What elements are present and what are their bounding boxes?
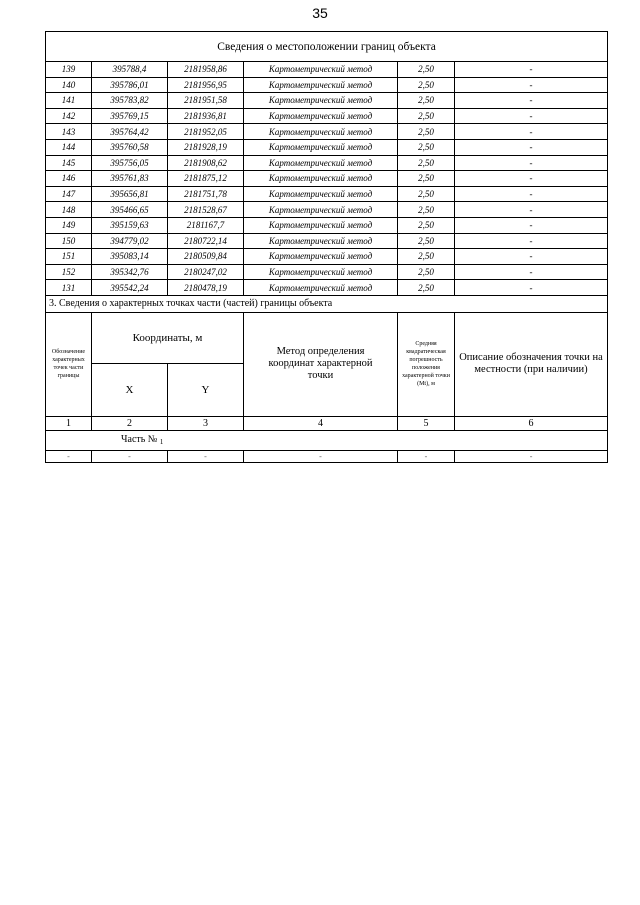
coord-y: 2181528,67 <box>168 202 244 218</box>
method-cell: Картометрический метод <box>244 233 398 249</box>
empty-cell: - <box>244 450 398 462</box>
mean-error: 2,50 <box>398 62 455 78</box>
point-number: 150 <box>46 233 92 249</box>
coord-x: 395756,05 <box>92 155 168 171</box>
method-cell: Картометрический метод <box>244 139 398 155</box>
part-label: Часть № <box>121 434 158 446</box>
description-cell: - <box>455 217 608 233</box>
coord-x: 395769,15 <box>92 108 168 124</box>
coord-y: 2180478,19 <box>168 280 244 296</box>
point-number: 151 <box>46 249 92 265</box>
mean-error: 2,50 <box>398 93 455 109</box>
description-cell: - <box>455 202 608 218</box>
method-cell: Картометрический метод <box>244 77 398 93</box>
table-row <box>46 108 608 124</box>
description-cell: - <box>455 108 608 124</box>
point-number: 147 <box>46 186 92 202</box>
description-cell: - <box>455 155 608 171</box>
coord-x: 395788,4 <box>92 62 168 78</box>
header-point-designation: Обозначение характерных точек части границы <box>46 312 92 416</box>
table-row <box>46 139 608 155</box>
table-row <box>46 171 608 187</box>
column-number: 4 <box>244 416 398 430</box>
point-number: 149 <box>46 217 92 233</box>
mean-error: 2,50 <box>398 186 455 202</box>
method-cell: Картометрический метод <box>244 249 398 265</box>
header-method: Метод определения координат характерной точки <box>244 312 398 416</box>
method-cell: Картометрический метод <box>244 171 398 187</box>
coord-x: 395656,81 <box>92 186 168 202</box>
method-cell: Картометрический метод <box>244 155 398 171</box>
coord-y: 2181928,19 <box>168 139 244 155</box>
mean-error: 2,50 <box>398 249 455 265</box>
coord-x: 394779,02 <box>92 233 168 249</box>
coord-x: 395786,01 <box>92 77 168 93</box>
empty-cell: - <box>398 450 455 462</box>
mean-error: 2,50 <box>398 155 455 171</box>
coord-x: 395783,82 <box>92 93 168 109</box>
empty-cell: - <box>92 450 168 462</box>
coord-x: 395761,83 <box>92 171 168 187</box>
point-number: 145 <box>46 155 92 171</box>
table-row <box>46 233 608 249</box>
mean-error: 2,50 <box>398 233 455 249</box>
table-row <box>46 93 608 109</box>
coord-y: 2181875,12 <box>168 171 244 187</box>
coord-y: 2181167,7 <box>168 217 244 233</box>
header-description: Описание обозначения точки на местности (при наличии) <box>455 312 608 416</box>
mean-error: 2,50 <box>398 139 455 155</box>
column-number: 6 <box>455 416 608 430</box>
table-row <box>46 155 608 171</box>
point-number: 152 <box>46 264 92 280</box>
coord-y: 2180247,02 <box>168 264 244 280</box>
coord-y: 2181751,78 <box>168 186 244 202</box>
point-number: 143 <box>46 124 92 140</box>
coord-x: 395342,76 <box>92 264 168 280</box>
empty-cell: - <box>168 450 244 462</box>
description-cell: - <box>455 124 608 140</box>
description-cell: - <box>455 139 608 155</box>
coord-y: 2181958,86 <box>168 62 244 78</box>
column-number: 2 <box>92 416 168 430</box>
method-cell: Картометрический метод <box>244 124 398 140</box>
mean-error: 2,50 <box>398 202 455 218</box>
mean-error: 2,50 <box>398 124 455 140</box>
part-index: 1 <box>159 438 164 447</box>
header-mean-error: Средняя квадратическая погрешность положения характерной точки (Mt), м <box>398 312 455 416</box>
coord-y: 2181952,05 <box>168 124 244 140</box>
mean-error: 2,50 <box>398 77 455 93</box>
empty-cell: - <box>455 450 608 462</box>
method-cell: Картометрический метод <box>244 93 398 109</box>
part-label-cell <box>46 430 608 450</box>
point-number: 142 <box>46 108 92 124</box>
empty-cell: - <box>46 450 92 462</box>
table-row <box>46 202 608 218</box>
description-cell: - <box>455 280 608 296</box>
table-row <box>46 186 608 202</box>
header-x: X <box>92 364 168 417</box>
description-cell: - <box>455 233 608 249</box>
point-number: 139 <box>46 62 92 78</box>
point-number: 146 <box>46 171 92 187</box>
method-cell: Картометрический метод <box>244 108 398 124</box>
mean-error: 2,50 <box>398 171 455 187</box>
table-row <box>46 77 608 93</box>
mean-error: 2,50 <box>398 217 455 233</box>
coord-x: 395083,14 <box>92 249 168 265</box>
method-cell: Картометрический метод <box>244 217 398 233</box>
description-cell: - <box>455 249 608 265</box>
method-cell: Картометрический метод <box>244 264 398 280</box>
coord-y: 2180509,84 <box>168 249 244 265</box>
table-row <box>46 249 608 265</box>
page-number: 35 <box>312 5 328 21</box>
point-number: 141 <box>46 93 92 109</box>
point-number: 140 <box>46 77 92 93</box>
table-row <box>46 217 608 233</box>
method-cell: Картометрический метод <box>244 186 398 202</box>
boundary-table <box>45 31 608 463</box>
description-cell: - <box>455 186 608 202</box>
coord-y: 2181908,62 <box>168 155 244 171</box>
coord-x: 395466,65 <box>92 202 168 218</box>
mean-error: 2,50 <box>398 280 455 296</box>
table-row <box>46 280 608 296</box>
coord-y: 2180722,14 <box>168 233 244 249</box>
mean-error: 2,50 <box>398 108 455 124</box>
section-3-title: 3. Сведения о характерных точках части (частей) границы объекта <box>46 295 608 312</box>
coord-x: 395542,24 <box>92 280 168 296</box>
description-cell: - <box>455 62 608 78</box>
method-cell: Картометрический метод <box>244 280 398 296</box>
coord-y: 2181951,58 <box>168 93 244 109</box>
column-number: 5 <box>398 416 455 430</box>
table-caption: Сведения о местоположении границ объекта <box>46 32 608 62</box>
description-cell: - <box>455 171 608 187</box>
table-row <box>46 62 608 78</box>
coord-x: 395760,58 <box>92 139 168 155</box>
header-coordinates: Координаты, м <box>92 312 244 363</box>
point-number: 144 <box>46 139 92 155</box>
mean-error: 2,50 <box>398 264 455 280</box>
description-cell: - <box>455 93 608 109</box>
coord-x: 395764,42 <box>92 124 168 140</box>
point-number: 131 <box>46 280 92 296</box>
description-cell: - <box>455 264 608 280</box>
method-cell: Картометрический метод <box>244 62 398 78</box>
description-cell: - <box>455 77 608 93</box>
column-number: 1 <box>46 416 92 430</box>
method-cell: Картометрический метод <box>244 202 398 218</box>
coord-x: 395159,63 <box>92 217 168 233</box>
coord-y: 2181936,81 <box>168 108 244 124</box>
point-number: 148 <box>46 202 92 218</box>
header-y: Y <box>168 364 244 417</box>
table-row <box>46 264 608 280</box>
coord-y: 2181956,95 <box>168 77 244 93</box>
column-number: 3 <box>168 416 244 430</box>
table-row <box>46 124 608 140</box>
